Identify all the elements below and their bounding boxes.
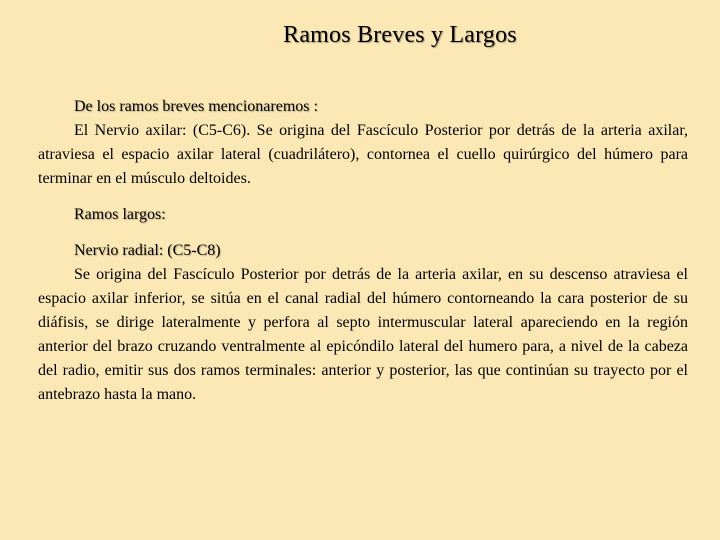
axillary-nerve-paragraph	[38, 119, 688, 191]
short-branches-intro: De los ramos breves mencionaremos :	[74, 98, 318, 115]
radial-nerve-heading: Nervio radial: (C5-C8)	[74, 242, 221, 259]
spacer	[38, 227, 688, 239]
axillary-nerve-text: Se origina del Fascículo Posterior por detrás de la arteria axilar, atraviesa el espacio axilar lateral (cuadrilátero), contornea el cuello quirúrgico del húmero para terminar en el músculo deltoides.	[38, 122, 689, 187]
long-branches-heading: Ramos largos:	[74, 206, 166, 223]
spacer	[38, 191, 688, 203]
slide-title: Ramos Breves y Largos	[283, 22, 517, 48]
radial-nerve-paragraph: Se origina del Fascículo Posterior por detrás de la arteria axilar, en su descenso atraviesa el espacio axilar inferior, se sitúa en el canal radial del húmero contorneando la cara posterior de su diáfisis, se dirige lateralmente y perfora al septo intermuscular lateral apareciendo en la región anterior del brazo cruzando ventralmente al epicóndilo lateral del humero para, a nivel de la cabeza del radio, emitir sus dos ramos terminales: anterior y posterior, las que continúan su trayecto por el antebrazo hasta la mano.	[38, 266, 688, 403]
axillary-nerve-label: El Nervio axilar: (C5-C6).	[74, 122, 251, 139]
slide-body	[38, 95, 688, 407]
